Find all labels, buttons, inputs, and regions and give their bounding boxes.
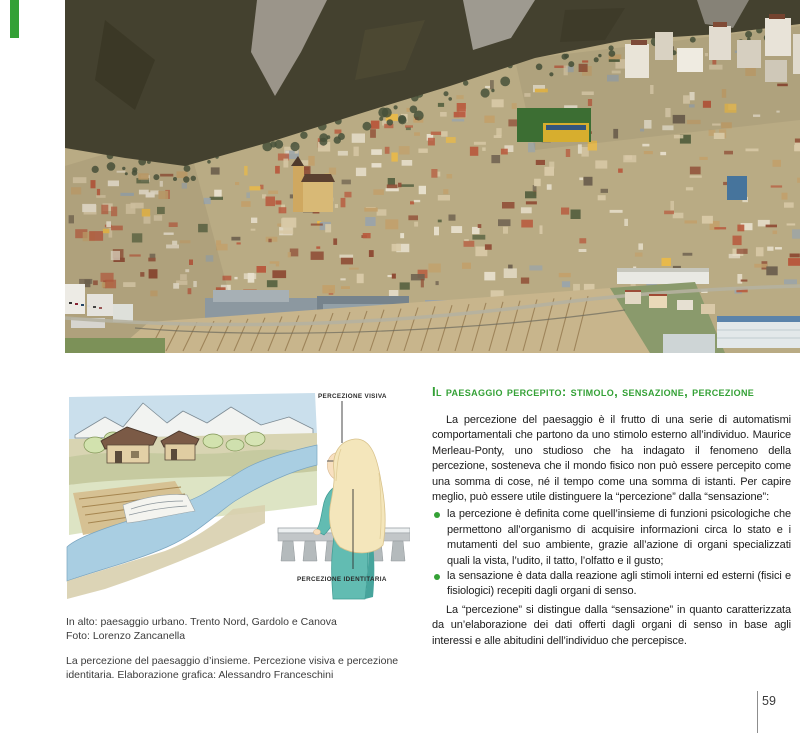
label-percezione-identitaria: PERCEZIONE IDENTITARIA xyxy=(297,576,387,583)
woman-figure xyxy=(314,439,386,599)
photo-caption-line2: Foto: Lorenzo Zancanella xyxy=(66,629,186,642)
article-column xyxy=(432,383,791,649)
aerial-photo-canvas xyxy=(65,0,800,353)
sketch-landscape xyxy=(67,393,317,599)
article-bullet-list xyxy=(432,507,791,599)
figure-caption-text: La percezione del paesaggio d’insieme. Percezione visiva e percezione identitaria. Elaborazione grafica: Alessandro Franceschini xyxy=(66,655,399,681)
aerial-photo xyxy=(65,0,800,353)
blue-glass-building xyxy=(727,176,747,200)
perception-illustration xyxy=(65,383,410,613)
page-number: 59 xyxy=(762,694,776,708)
sports-field xyxy=(517,108,591,142)
article-title: Il paesaggio percepito: stimolo, sensazione, percezione xyxy=(432,384,755,399)
page-edge-tab xyxy=(10,0,19,38)
article-paragraph-2: La “percezione” si distingue dalla “sensazione” in quanto caratterizzata da un’elaborazione dei dati offerti dagli organi di senso in base agli interessi e alle abitudini dell’individuo che percepisce. xyxy=(432,603,791,647)
bullet-item: la percezione è definita come quell’insieme di funzioni psicologiche che permettono all’organismo di acquisire informazioni circa lo stato e i mutamenti del suo ambiente, grazie all’azione di organi specializzati quali la vista, l’udito, il tatto, l’olfatto e il gusto; xyxy=(432,507,791,569)
photo-caption xyxy=(66,616,410,643)
figure-caption xyxy=(66,655,410,682)
photo-caption-line1: In alto: paesaggio urbano. Trento Nord, Gardolo e Canova xyxy=(66,616,337,628)
article-paragraph-1: La percezione del paesaggio è il frutto di una serie di automatismi comportamentali che partono da uno stimolo esterno all’individuo. Maurice Merleau-Ponty, uno studioso che ha indagato il fenomeno della percezione, sosteneva che il mondo fisico non può essere percepito come una somma di cose, né il tempo come una somma di istanti. Per capire meglio, può essere utile distinguere la “percezione” dalla “sensazione”: xyxy=(432,414,791,504)
page-number-rule xyxy=(757,691,758,733)
bullet-item: la sensazione è data dalla reazione agli stimoli interni ed esterni (fisici e fisiologici) recepiti dagli organi di senso. xyxy=(432,569,791,600)
label-percezione-visiva: PERCEZIONE VISIVA xyxy=(318,393,387,400)
